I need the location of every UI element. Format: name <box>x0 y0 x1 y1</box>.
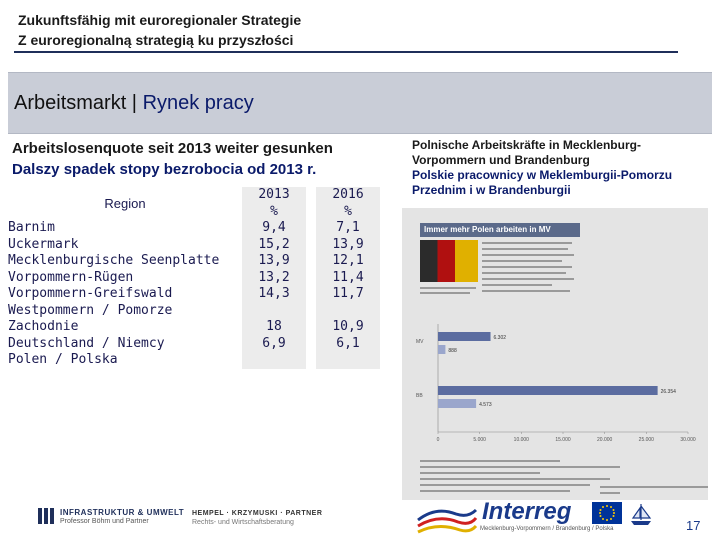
chart-x-tick-label: 10.000 <box>513 437 529 443</box>
logo-hempel-line1: HEMPEL · KRZYMUSKI · PARTNER <box>192 510 323 517</box>
region-name: Westpommern / Pomorze <box>8 302 173 318</box>
chart-data-label: 4.573 <box>479 402 492 408</box>
value-2016 <box>316 352 380 369</box>
value-2013 <box>242 303 306 320</box>
clipping-caption-lines <box>420 285 478 299</box>
value-2016: 11,4 <box>316 270 380 287</box>
chart-x-tick-label: 0 <box>436 437 440 443</box>
chart-x-tick-label: 20.000 <box>597 437 613 443</box>
table-row <box>8 270 380 287</box>
chart-data-label: 26.354 <box>660 389 676 395</box>
region-name: Polen / Polska <box>8 352 118 367</box>
chart-bar <box>438 386 658 395</box>
clipping-text-lines <box>482 240 578 298</box>
col-2013-year: 2013 <box>242 187 306 204</box>
chart-data-label: 6.302 <box>493 335 507 341</box>
page-number: 17 <box>686 518 701 533</box>
value-2013: 18 <box>242 319 306 336</box>
section-title <box>14 92 254 115</box>
right-heading-de: Polnische Arbeitskräfte in Mecklenburg-Vorpommern und Brandenburg <box>412 138 641 167</box>
table-row <box>8 253 380 270</box>
slide-title-pl: Z euroregionalną strategią ku przyszłości <box>18 32 294 48</box>
interreg-logo: Interreg <box>482 498 572 525</box>
value-2013: 15,2 <box>242 237 306 254</box>
logo-infrastruktur-line2: Professor Böhm und Partner <box>60 518 149 525</box>
left-heading-de: Arbeitslosenquote seit 2013 weiter gesunken <box>12 140 333 157</box>
table-row <box>8 319 380 336</box>
table-row <box>8 352 380 369</box>
right-heading <box>412 138 712 198</box>
chart-x-tick-label: 25.000 <box>638 437 654 443</box>
chart-bar <box>438 332 491 341</box>
left-heading-pl: Dalszy spadek stopy bezrobocia od 2013 r. <box>12 161 317 178</box>
chart-category-label: BB <box>416 393 423 399</box>
region-name: Barnim <box>8 220 55 235</box>
region-name: Deutschland / Niemcy <box>8 335 165 351</box>
chart-x-tick-label: 5.000 <box>473 437 486 443</box>
chart-bar <box>438 399 476 408</box>
chart-bar <box>438 345 445 354</box>
workers-bar-chart <box>410 320 700 450</box>
eu-flag-icon <box>592 502 622 524</box>
value-2013: 13,9 <box>242 253 306 270</box>
table-row <box>8 286 380 303</box>
section-title-de: Arbeitsmarkt | <box>14 92 143 114</box>
value-2013: 9,4 <box>242 220 306 237</box>
value-2016: 11,7 <box>316 286 380 303</box>
logo-infrastruktur-line1: INFRASTRUKTUR & UMWELT <box>60 508 185 517</box>
clipping-headline: Immer mehr Polen arbeiten in MV <box>420 223 580 237</box>
value-2016: 13,9 <box>316 237 380 254</box>
col-2016-unit: % <box>316 204 380 221</box>
chart-x-tick-label: 15.000 <box>555 437 571 443</box>
flag-swoosh-icon <box>416 500 478 536</box>
region-name: Zachodnie <box>8 319 79 334</box>
infrastruktur-logo-icon <box>38 508 56 529</box>
chart-x-tick-label: 30.000 <box>680 437 696 443</box>
value-2016: 6,1 <box>316 336 380 353</box>
header-divider <box>14 51 678 53</box>
region-name: Mecklenburgische Seenplatte <box>8 253 220 268</box>
value-2013: 14,3 <box>242 286 306 303</box>
right-heading-pl: Polskie pracownicy w Meklemburgii-Pomorzu Przednim i w Brandenburgii <box>412 168 673 197</box>
ship-logo-icon <box>628 502 654 526</box>
logo-hempel-line2: Rechts- und Wirtschaftsberatung <box>192 519 294 526</box>
value-2016: 10,9 <box>316 319 380 336</box>
slide-title-de: Zukunftsfähig mit euroregionaler Strategie <box>18 12 302 28</box>
table-row <box>8 237 380 254</box>
region-header: Region <box>104 195 146 211</box>
table-header-row <box>8 187 380 204</box>
region-name: Vorpommern-Greifswald <box>8 286 173 301</box>
unemployment-table <box>8 187 380 369</box>
chart-data-label: 888 <box>448 348 457 354</box>
value-2016: 7,1 <box>316 220 380 237</box>
table-row <box>8 220 380 237</box>
col-2013-unit: % <box>242 204 306 221</box>
section-title-pl: Rynek pracy <box>142 92 254 114</box>
value-2016: 12,1 <box>316 253 380 270</box>
chart-category-label: MV <box>416 339 424 345</box>
col-2016-year: 2016 <box>316 187 380 204</box>
value-2016 <box>316 303 380 320</box>
table-row <box>8 336 380 353</box>
clipping-photo <box>420 240 478 282</box>
value-2013 <box>242 352 306 369</box>
table-row <box>8 303 380 320</box>
region-name: Vorpommern-Rügen <box>8 269 134 285</box>
interreg-subtitle: Mecklenburg-Vorpommern / Brandenburg / Polska <box>480 526 614 532</box>
value-2013: 6,9 <box>242 336 306 353</box>
value-2013: 13,2 <box>242 270 306 287</box>
region-name: Uckermark <box>8 236 79 252</box>
